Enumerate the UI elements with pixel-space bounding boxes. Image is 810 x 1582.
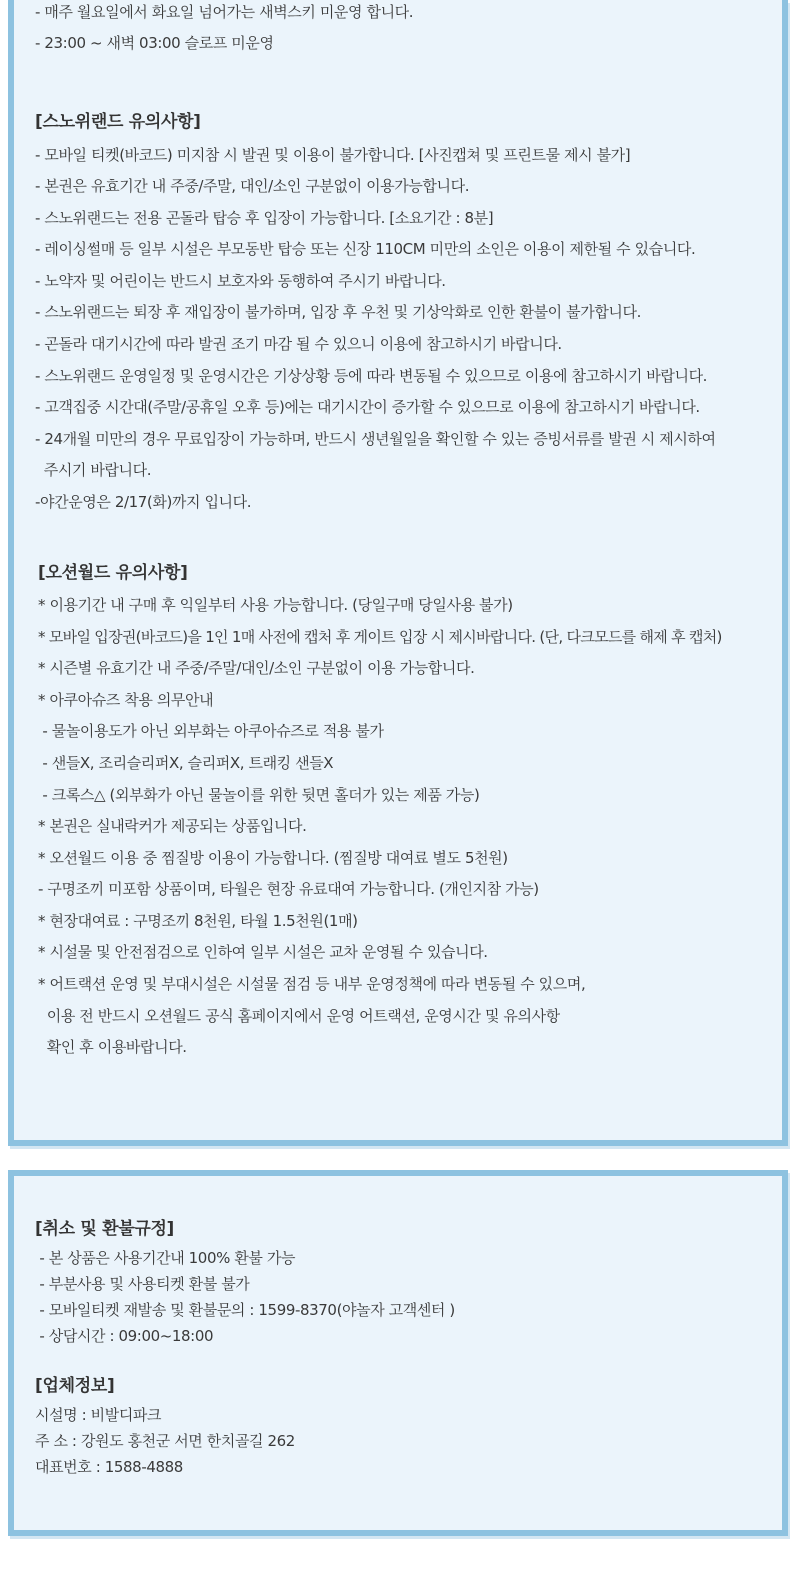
oceanworld-notice-line: 이용 전 반드시 오션월드 공식 홈페이지에서 운영 어트랙션, 운영시간 및 유의사항	[38, 1007, 560, 1025]
snowyland-notice-line: - 레이싱썰매 등 일부 시설은 부모동반 탑승 또는 신장 110CM 미만의 소인은 이용이 제한될 수 있습니다.	[35, 240, 696, 258]
oceanworld-notice-heading: [오션월드 유의사항]	[38, 563, 188, 583]
snowyland-notice-line: - 모바일 티켓(바코드) 미지참 시 발권 및 이용이 불가합니다. [사진캡쳐 및 프린트물 제시 불가]	[35, 146, 631, 164]
ski-notice-line: - 23:00 ~ 새벽 03:00 슬로프 미운영	[35, 34, 274, 52]
snowyland-notice-line: - 본권은 유효기간 내 주중/주말, 대인/소인 구분없이 이용가능합니다.	[35, 177, 470, 195]
snowyland-notice-line: - 노약자 및 어린이는 반드시 보호자와 동행하여 주시기 바랍니다.	[35, 272, 446, 290]
refund-policy-line: - 본 상품은 사용기간내 100% 환불 가능	[35, 1249, 296, 1267]
oceanworld-notice-line: * 이용기간 내 구매 후 익일부터 사용 가능합니다. (당일구매 당일사용 불가)	[38, 596, 513, 614]
company-info-line: 시설명 : 비발디파크	[35, 1406, 162, 1424]
oceanworld-notice-line: - 물놀이용도가 아닌 외부화는 아쿠아슈즈로 적용 불가	[38, 722, 384, 740]
oceanworld-notice-line: * 아쿠아슈즈 착용 의무안내	[38, 691, 214, 709]
oceanworld-notice-line: * 본권은 실내락커가 제공되는 상품입니다.	[38, 817, 307, 835]
oceanworld-notice-line: * 오션월드 이용 중 찜질방 이용이 가능합니다. (찜질방 대여료 별도 5천원)	[38, 849, 508, 867]
oceanworld-notice-line: - 구명조끼 미포함 상품이며, 타월은 현장 유료대여 가능합니다. (개인지참 가능)	[38, 880, 539, 898]
ski-notice-line: - 매주 월요일에서 화요일 넘어가는 새벽스키 미운영 합니다.	[35, 3, 414, 21]
refund-policy-line: - 상담시간 : 09:00~18:00	[35, 1327, 214, 1345]
snowyland-notice-line: - 곤돌라 대기시간에 따라 발권 조기 마감 될 수 있으니 이용에 참고하시기 바랍니다.	[35, 335, 562, 353]
refund-policy-heading: [취소 및 환불규정]	[35, 1219, 175, 1239]
snowyland-notice-line: - 24개월 미만의 경우 무료입장이 가능하며, 반드시 생년월일을 확인할 수 있는 증빙서류를 발권 시 제시하여	[35, 430, 716, 448]
snowyland-notice-line: - 스노위랜드는 퇴장 후 재입장이 불가하며, 입장 후 우천 및 기상악화로 인한 환불이 불가합니다.	[35, 303, 641, 321]
refund-policy-line: - 모바일티켓 재발송 및 환불문의 : 1599-8370(야놀자 고객센터 )	[35, 1301, 455, 1319]
oceanworld-notice-line: * 시즌별 유효기간 내 주중/주말/대인/소인 구분없이 이용 가능합니다.	[38, 659, 475, 677]
snowyland-notice-heading: [스노위랜드 유의사항]	[35, 112, 201, 132]
oceanworld-notice-line: 확인 후 이용바랍니다.	[38, 1038, 187, 1056]
oceanworld-notice-line: * 어트랙션 운영 및 부대시설은 시설물 점검 등 내부 운영정책에 따라 변동될 수 있으며,	[38, 975, 586, 993]
oceanworld-notice-line: * 시설물 및 안전점검으로 인하여 일부 시설은 교차 운영될 수 있습니다.	[38, 943, 488, 961]
refund-policy-line: - 부분사용 및 사용티켓 환불 불가	[35, 1275, 250, 1293]
company-info-line: 대표번호 : 1588-4888	[35, 1458, 183, 1476]
snowyland-notice-line: - 고객집중 시간대(주말/공휴일 오후 등)에는 대기시간이 증가할 수 있으므로 이용에 참고하시기 바랍니다.	[35, 398, 700, 416]
snowyland-notice-line: -야간운영은 2/17(화)까지 입니다.	[35, 493, 252, 511]
oceanworld-notice-line: * 모바일 입장권(바코드)을 1인 1매 사전에 캡처 후 게이트 입장 시 제시바랍니다. (단, 다크모드를 해제 후 캡처)	[38, 628, 722, 646]
oceanworld-notice-line: * 현장대여료 : 구명조끼 8천원, 타월 1.5천원(1매)	[38, 912, 358, 930]
oceanworld-notice-line: - 샌들X, 조리슬리퍼X, 슬리퍼X, 트래킹 샌들X	[38, 754, 334, 772]
oceanworld-notice-line: - 크록스△ (외부화가 아닌 물놀이를 위한 뒷면 홀더가 있는 제품 가능)	[38, 786, 480, 804]
company-info-heading: [업체정보]	[35, 1376, 115, 1396]
snowyland-notice-line: - 스노위랜드는 전용 곤돌라 탑승 후 입장이 가능합니다. [소요기간 : 8분]	[35, 209, 494, 227]
snowyland-notice-line: 주시기 바랍니다.	[35, 461, 152, 479]
company-info-line: 주 소 : 강원도 홍천군 서면 한치골길 262	[35, 1432, 295, 1450]
snowyland-notice-line: - 스노위랜드 운영일정 및 운영시간은 기상상황 등에 따라 변동될 수 있으므로 이용에 참고하시기 바랍니다.	[35, 367, 708, 385]
